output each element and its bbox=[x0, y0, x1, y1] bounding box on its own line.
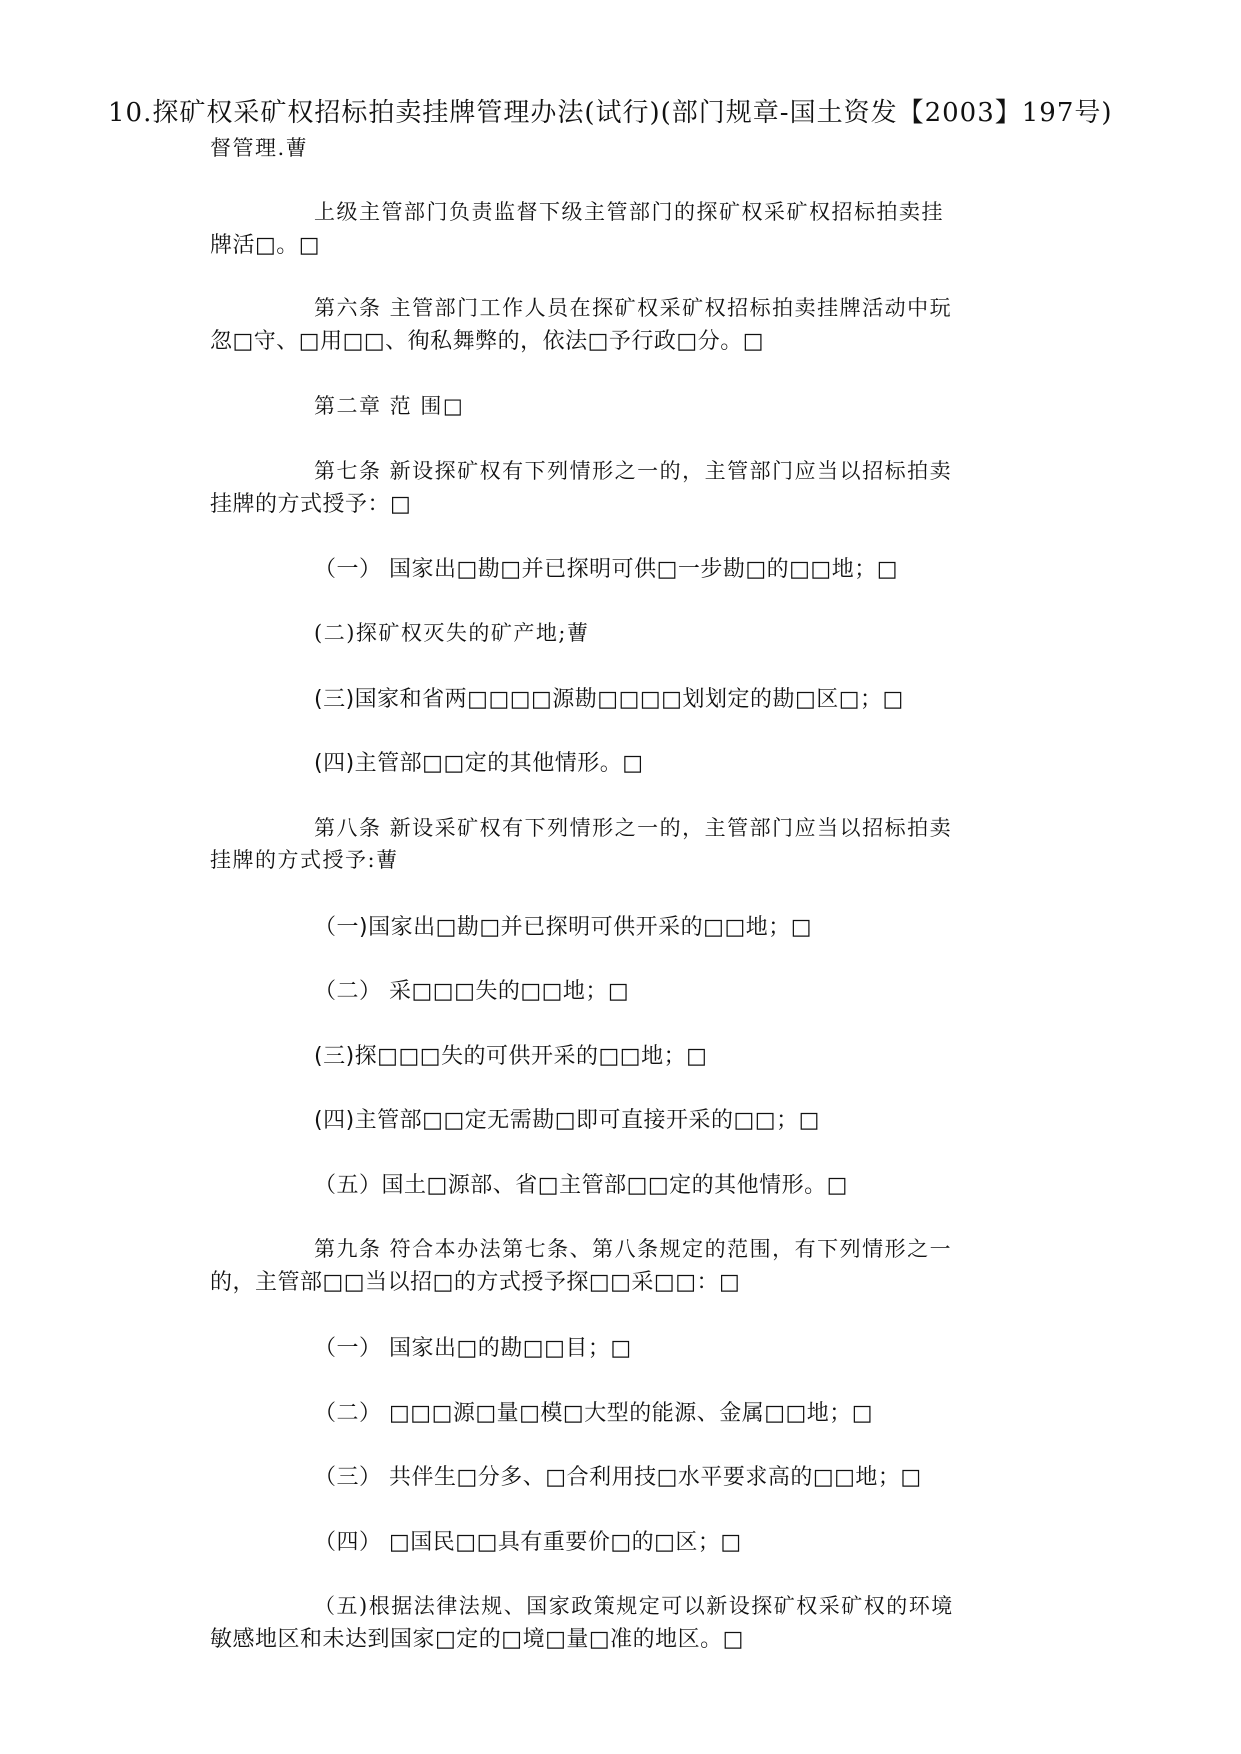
list-item: （四） □国民□□具有重要价□的□区；□ bbox=[314, 1530, 742, 1555]
article-7-line: 挂牌的方式授予：□ bbox=[210, 492, 412, 517]
article-6-line: 忽□守、□用□□、徇私舞弊的，依法□予行政□分。□ bbox=[210, 329, 765, 354]
document-title: 10.探矿权采矿权招标拍卖挂牌管理办法(试行)(部门规章-国土资发【2003】197号) bbox=[108, 98, 1113, 128]
chapter-heading: 第二章 范 围□ bbox=[314, 394, 465, 418]
article-8-line: 第八条 新设采矿权有下列情形之一的，主管部门应当以招标拍卖 bbox=[314, 816, 953, 840]
list-item: （一)国家出□勘□并已探明可供开采的□□地；□ bbox=[314, 915, 813, 940]
list-item: (四)主管部□□定无需勘□即可直接开采的□□；□ bbox=[314, 1108, 820, 1133]
list-item: 敏感地区和未达到国家□定的□境□量□准的地区。□ bbox=[210, 1627, 744, 1652]
list-item: (三)探□□□失的可供开采的□□地；□ bbox=[314, 1044, 708, 1069]
article-7-line: 第七条 新设探矿权有下列情形之一的，主管部门应当以招标拍卖 bbox=[314, 459, 953, 483]
list-item: （二） □□□源□量□模□大型的能源、金属□□地；□ bbox=[314, 1401, 874, 1426]
list-item: (三)国家和省两□□□□源勘□□□□划划定的勘□区□；□ bbox=[314, 687, 904, 712]
list-item: （二） 采□□□失的□□地；□ bbox=[314, 979, 630, 1004]
paragraph-line: 牌活□。□ bbox=[210, 233, 321, 258]
article-9-line: 第九条 符合本办法第七条、第八条规定的范围，有下列情形之一 bbox=[314, 1237, 953, 1261]
article-6-line: 第六条 主管部门工作人员在探矿权采矿权招标拍卖挂牌活动中玩 bbox=[314, 296, 953, 320]
list-item: （一） 国家出□的勘□□目；□ bbox=[314, 1336, 632, 1361]
article-9-line: 的，主管部□□当以招□的方式授予探□□采□□：□ bbox=[210, 1270, 741, 1295]
list-item: （五)根据法律法规、国家政策规定可以新设探矿权采矿权的环境 bbox=[314, 1594, 954, 1618]
list-item: （五）国土□源部、省□主管部□□定的其他情形。□ bbox=[314, 1173, 848, 1198]
list-item: （三） 共伴生□分多、□合利用技□水平要求高的□□地；□ bbox=[314, 1465, 922, 1490]
paragraph-line: 上级主管部门负责监督下级主管部门的探矿权采矿权招标拍卖挂 bbox=[314, 200, 944, 224]
list-item: (二)探矿权灭失的矿产地;蓸 bbox=[314, 621, 590, 645]
continuation-line: 督管理.蓸 bbox=[210, 136, 309, 160]
article-8-line: 挂牌的方式授予:蓸 bbox=[210, 848, 399, 872]
list-item: （一） 国家出□勘□并已探明可供□一步勘□的□□地；□ bbox=[314, 557, 898, 582]
list-item: (四)主管部□□定的其他情形。□ bbox=[314, 751, 644, 776]
